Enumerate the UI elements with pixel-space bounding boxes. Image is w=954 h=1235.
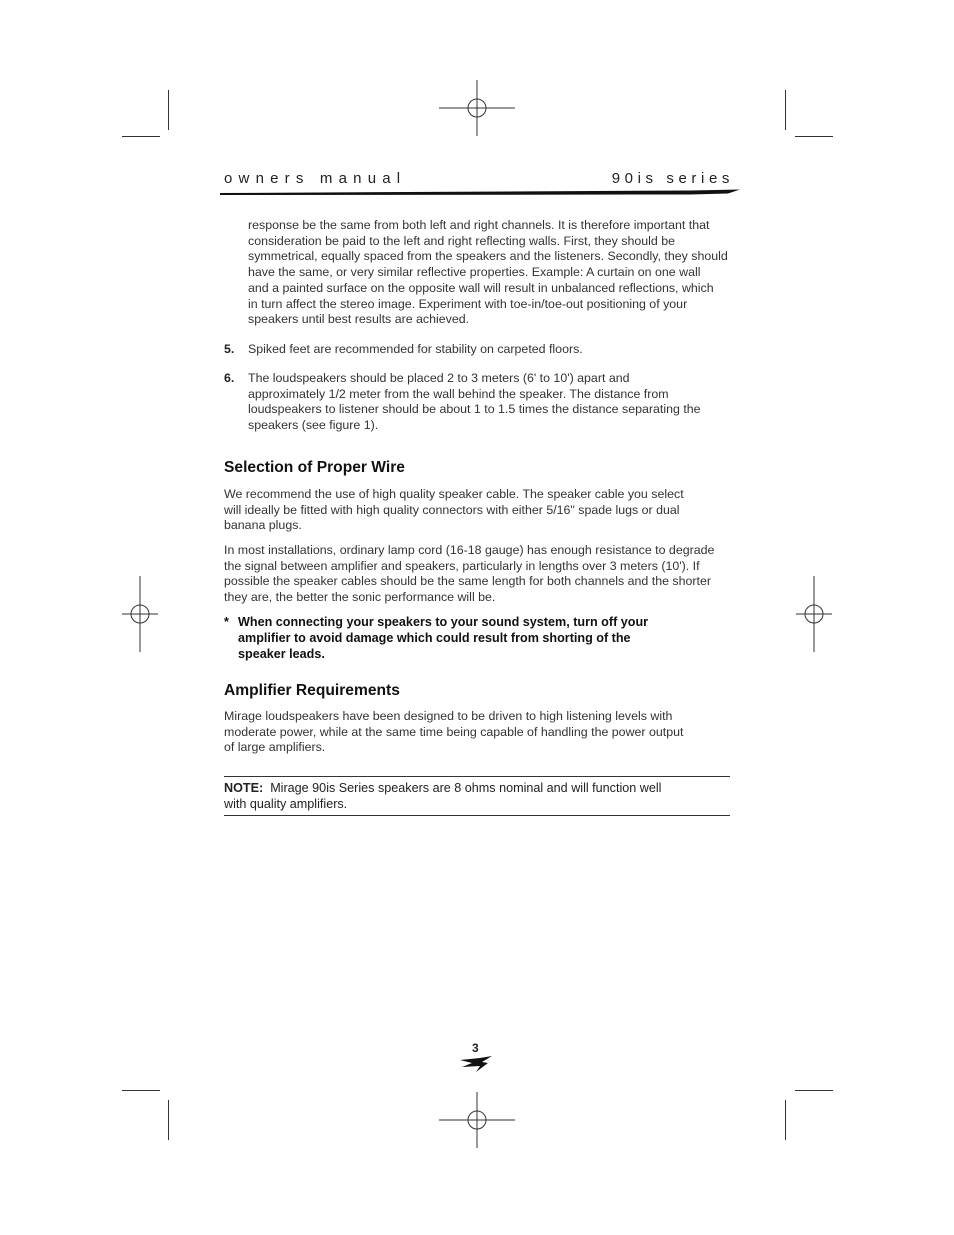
header-brush-rule — [220, 186, 740, 198]
paragraph-line: they are, the better the sonic performance will be. — [224, 590, 496, 605]
intro-line: speakers until best results are achieved. — [248, 312, 470, 327]
paragraph-line: Mirage loudspeakers have been designed to be driven to high listening levels with — [224, 709, 673, 723]
registration-mark-bottom — [439, 1082, 515, 1158]
intro-line: and a painted surface on the opposite wall will result in unbalanced reflections, which — [248, 280, 714, 295]
crop-mark-bottom-left-vertical — [168, 1100, 169, 1140]
section-heading-wire: Selection of Proper Wire — [224, 459, 405, 476]
intro-line: have the same, or very similar reflective properties. Example: A curtain on one wall — [248, 265, 701, 280]
wire-paragraph-2 — [224, 543, 734, 606]
note-line-1: Mirage 90is Series speakers are 8 ohms nominal and will function well — [270, 781, 662, 795]
paragraph-line: possible the speaker cables should be the same length for both channels and the shorter — [224, 574, 711, 589]
warning-note — [224, 614, 724, 664]
crop-mark-top-right-vertical — [785, 90, 786, 130]
intro-line: response be the same from both left and right channels. It is therefore important that — [248, 218, 710, 232]
crop-mark-top-left-horizontal — [122, 136, 160, 137]
warning-text — [238, 614, 708, 662]
list-item-number: 5. — [224, 342, 235, 356]
warning-line: speaker leads. — [238, 647, 325, 661]
registration-mark-top — [439, 70, 515, 146]
list-item-line: approximately 1/2 meter from the wall behind the speaker. The distance from — [248, 386, 669, 401]
list-item-number: 6. — [224, 371, 235, 385]
note-text — [224, 781, 724, 812]
intro-line: consideration be paid to the left and right reflecting walls. First, they should be — [248, 233, 676, 248]
paragraph-line: We recommend the use of high quality speaker cable. The speaker cable you select — [224, 487, 684, 501]
list-item-line: Spiked feet are recommended for stability on carpeted floors. — [248, 342, 583, 356]
paragraph-line: of large amplifiers. — [224, 740, 326, 755]
list-item-line: speakers (see figure 1). — [248, 418, 379, 433]
note-line-2: with quality amplifiers. — [224, 796, 348, 811]
paragraph-line: will ideally be fitted with high quality connectors with either 5/16" spade lugs or dual — [224, 502, 680, 517]
crop-mark-bottom-right-horizontal — [795, 1090, 833, 1091]
page-number: 3 — [472, 1041, 479, 1055]
crop-mark-top-left-vertical — [168, 90, 169, 130]
crop-mark-top-right-horizontal — [795, 136, 833, 137]
warning-asterisk: * — [224, 615, 229, 629]
intro-line: symmetrical, equally spaced from the speakers and the listeners. Secondly, they should — [248, 249, 728, 264]
header-title-right: 90is series — [611, 170, 734, 187]
crop-mark-bottom-right-vertical — [785, 1100, 786, 1140]
registration-mark-right — [776, 576, 852, 652]
registration-mark-left — [102, 576, 178, 652]
intro-line: in turn affect the stereo image. Experiment with toe-in/toe-out positioning of your — [248, 296, 688, 311]
crop-mark-bottom-left-horizontal — [122, 1090, 160, 1091]
list-item-text — [248, 371, 738, 434]
intro-paragraph — [248, 218, 738, 328]
section-heading-amplifier: Amplifier Requirements — [224, 682, 400, 699]
mirage-logo-icon — [458, 1055, 494, 1073]
header-title-left: owners manual — [224, 170, 407, 187]
note-box — [224, 776, 730, 816]
note-label: NOTE: — [224, 781, 264, 795]
list-item-line: The loudspeakers should be placed 2 to 3 meters (6' to 10') apart and — [248, 371, 630, 385]
amplifier-paragraph — [224, 709, 734, 756]
paragraph-line: the signal between amplifier and speakers, particularly in lengths over 3 meters (10'). If — [224, 558, 700, 573]
paragraph-line: In most installations, ordinary lamp cord (16-18 gauge) has enough resistance to degrade — [224, 543, 715, 557]
warning-line: When connecting your speakers to your sound system, turn off your — [238, 615, 649, 629]
running-header — [224, 170, 734, 198]
wire-paragraph-1 — [224, 487, 734, 534]
paragraph-line: banana plugs. — [224, 518, 302, 533]
warning-line: amplifier to avoid damage which could result from shorting of the — [238, 631, 631, 645]
list-item-text — [248, 342, 738, 358]
paragraph-line: moderate power, while at the same time being capable of handling the power output — [224, 724, 684, 739]
list-item-line: loudspeakers to listener should be about 1 to 1.5 times the distance separating the — [248, 402, 701, 417]
